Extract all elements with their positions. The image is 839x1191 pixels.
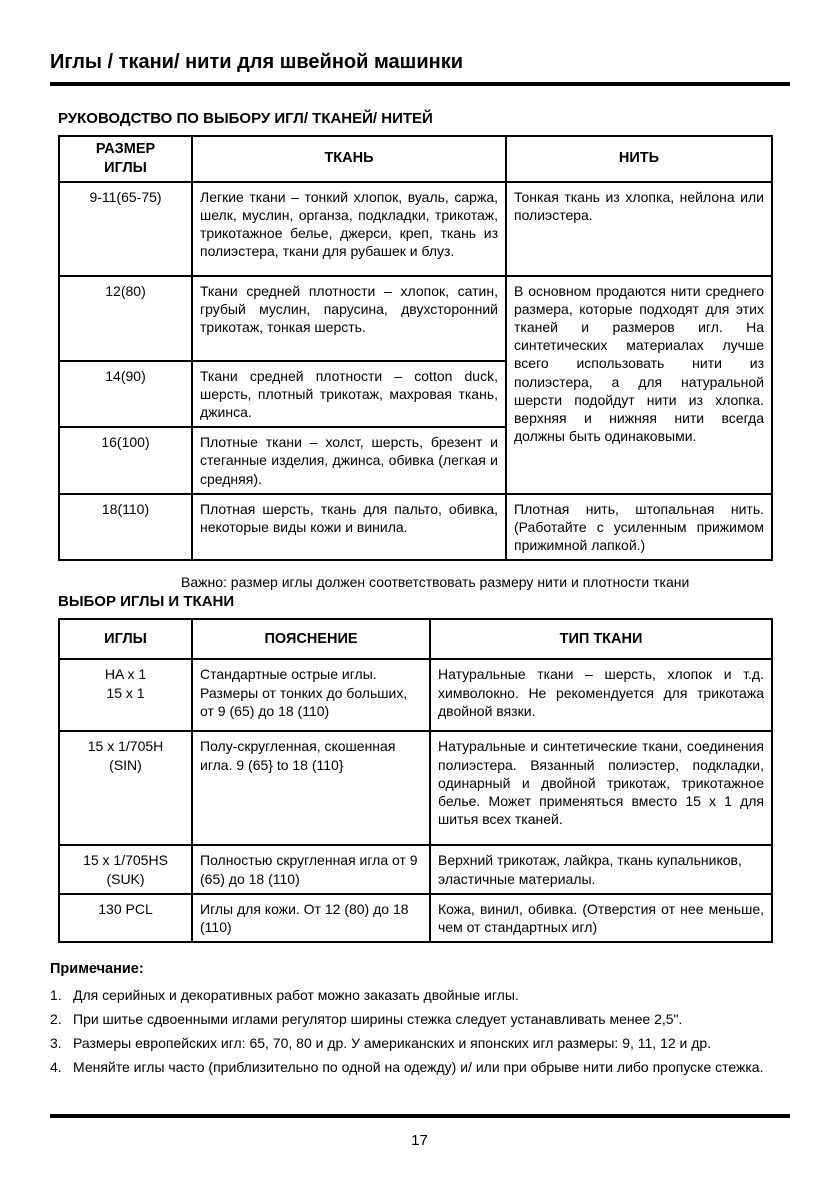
needle-size-cell: 9-11(65-75) [59, 182, 192, 276]
note-number: 1. [50, 987, 62, 1004]
fabric-cell: Плотная шерсть, ткань для пальто, обивка, некоторые виды кожи и винила. [192, 494, 506, 561]
needle-name-cell [59, 731, 192, 845]
thread-cell: Тонкая ткань из хлопка, нейлона или полиэстера. [506, 182, 772, 276]
note-text: При шитье сдвоенными иглами регулятор ширины стежка следует устанавливать менее 2,5". [73, 1011, 683, 1028]
fabric-type-cell: Верхний трикотаж, лайкра, ткань купальников, эластичные материалы. [430, 845, 772, 893]
thread-cell-merged: В основном продаются нити среднего размера, которые подходят для этих тканей и размеров игл. На синтетических материалах лучше всего использовать нити из полиэстера, а для натуральной шерсти подойдут нити из хлопка. верхняя и нижняя нити всегда должны быть одинаковыми. [506, 276, 772, 494]
thread-cell: Плотная нить, штопальная нить. (Работайте с усиленным прижимом прижимной лапкой.) [506, 494, 772, 561]
selection-col-header-fabric-type: ТИП ТКАНИ [430, 619, 772, 659]
guide-header-row [59, 136, 772, 182]
guide-col-header-needle-size: РАЗМЕР ИГЛЫ [59, 136, 192, 182]
fabric-cell: Ткани средней плотности – cotton duck, шерсть, плотный трикотаж, махровая ткань, джинса. [192, 361, 506, 428]
guide-col-header-fabric: ТКАНЬ [192, 136, 506, 182]
needle-name-cell [59, 894, 192, 942]
needle-name-line: (SIN) [109, 756, 142, 773]
note-text: Для серийных и декоративных работ можно заказать двойные иглы. [73, 987, 519, 1004]
needle-name-cell [59, 659, 192, 731]
title-divider-rule [50, 82, 790, 86]
explanation-cell: Иглы для кожи. От 12 (80) до 18 (110) [192, 894, 430, 942]
selection-table-heading: ВЫБОР ИГЛЫ И ТКАНИ [58, 593, 235, 611]
fabric-cell: Плотные ткани – холст, шерсть, брезент и стеганные изделия, джинса, обивка (легкая и средняя). [192, 427, 506, 494]
fabric-type-cell: Кожа, винил, обивка. (Отверстия от нее меньше, чем от стандартных игл) [430, 894, 772, 942]
important-note: Важно: размер иглы должен соответствовать размеру нити и плотности ткани [181, 574, 690, 591]
needle-name-line: 15 x 1/705H [87, 738, 164, 755]
selection-row-2 [59, 731, 772, 845]
needle-name-line: 130 PCL [98, 900, 153, 917]
needle-fabric-thread-guide-table [58, 135, 773, 561]
note-number: 4. [50, 1059, 62, 1076]
needle-size-cell: 14(90) [59, 361, 192, 428]
note-number: 2. [50, 1011, 62, 1028]
needle-name-line: (SUK) [106, 870, 145, 887]
selection-row-3 [59, 845, 772, 893]
fabric-cell: Ткани средней плотности – хлопок, сатин, грубый муслин, парусина, двухсторонний трикотаж, тонкая шерсть. [192, 276, 506, 361]
guide-col-header-thread: НИТЬ [506, 136, 772, 182]
selection-row-1 [59, 659, 772, 731]
note-text: Меняйте иглы часто (приблизительно по одной на одежду) и/ или при обрыве нити либо пропуске стежка. [73, 1059, 764, 1076]
note-number: 3. [50, 1035, 62, 1052]
guide-row-1 [59, 182, 772, 276]
needle-size-cell: 16(100) [59, 427, 192, 494]
needle-size-cell: 18(110) [59, 494, 192, 561]
needle-selection-table [58, 618, 773, 943]
note-item [50, 1009, 790, 1030]
needle-name-line: HA x 1 [104, 666, 147, 683]
note-item [50, 1033, 790, 1054]
guide-table-heading: РУКОВОДСТВО ПО ВЫБОРУ ИГЛ/ ТКАНЕЙ/ НИТЕЙ [58, 110, 433, 127]
selection-col-header-needles: ИГЛЫ [59, 619, 192, 659]
note-item [50, 1057, 790, 1078]
explanation-cell: Полностью скругленная игла от 9 (65) до 18 (110) [192, 845, 430, 893]
needle-name-line: 15 x 1/705HS [83, 852, 168, 869]
selection-col-header-explanation: ПОЯСНЕНИЕ [192, 619, 430, 659]
explanation-cell: Стандартные острые иглы. Размеры от тонких до больших, от 9 (65) до 18 (110) [192, 659, 430, 731]
guide-row-5 [59, 494, 772, 561]
notes-heading: Примечание: [50, 961, 144, 978]
fabric-type-cell: Натуральные и синтетические ткани, соединения полиэстера. Вязанный полиэстер, подкладки, одинарный и двойной трикотаж, трикотажное белье. Может применяться вместо 15 x 1 для шитья всех тканей. [430, 731, 772, 845]
note-text: Размеры европейских игл: 65, 70, 80 и др. У американских и японских игл размеры: 9, 11, 12 и др. [73, 1035, 712, 1052]
needle-name-cell [59, 845, 192, 893]
selection-header-row [59, 619, 772, 659]
fabric-type-cell: Натуральные ткани – шерсть, хлопок и т.д. химволокно. Не рекомендуется для трикотажа двойной вязки. [430, 659, 772, 731]
fabric-cell: Легкие ткани – тонкий хлопок, вуаль, саржа, шелк, муслин, органза, подкладки, трикотаж, трикотажное белье, джерси, креп, ткань из полиэстера, ткани для рубашек и блуз. [192, 182, 506, 276]
needle-size-cell: 12(80) [59, 276, 192, 361]
needle-name-line: 15 x 1 [106, 684, 145, 701]
note-item [50, 985, 790, 1006]
explanation-cell: Полу-скругленная, скошенная игла. 9 (65} to 18 (110} [192, 731, 430, 845]
guide-row-2 [59, 276, 772, 361]
page-title: Иглы / ткани/ нити для швейной машинки [50, 51, 463, 73]
selection-row-4 [59, 894, 772, 942]
page-number: 17 [411, 1132, 428, 1149]
footer-divider-rule [50, 1114, 790, 1118]
